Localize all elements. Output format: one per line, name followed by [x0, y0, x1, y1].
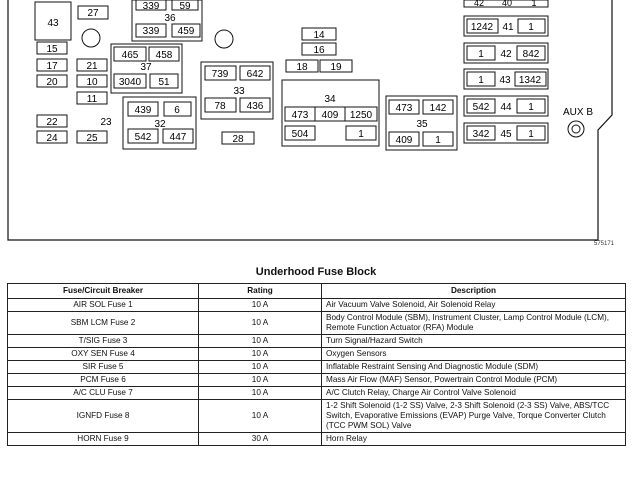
fuse-label: 542: [472, 102, 490, 113]
fuse-label: 59: [179, 1, 191, 12]
description-cell: Turn Signal/Hazard Switch: [322, 335, 626, 348]
description-cell: 1-2 Shift Solenoid (1-2 SS) Valve, 2-3 Shift Solenoid (2-3 SS) Valve, ABS/TCC Switch, Evaporative Emissions (EVAP) Purge Valve, Torque Converter Clutch (TCC PWM SOL) Valve: [322, 400, 626, 433]
rating-cell: 10 A: [199, 299, 322, 312]
block-number: 35: [416, 119, 428, 130]
rating-cell: 30 A: [199, 433, 322, 446]
fuse-label: 10: [86, 77, 98, 88]
fuse-label: 27: [87, 8, 99, 19]
relay-number: 42: [500, 49, 512, 60]
aux-b-label: AUX B: [562, 107, 594, 118]
table-row: [8, 374, 626, 387]
fuse-cell: PCM Fuse 6: [8, 374, 199, 387]
fuse-label: 1: [528, 102, 534, 113]
fuse-label: 473: [395, 103, 413, 114]
fuse-label: 3040: [118, 77, 142, 88]
fuse-label: 439: [134, 105, 152, 116]
fuse-label: 842: [522, 49, 540, 60]
fuse-label: 542: [134, 132, 152, 143]
fuse-cell: SIR Fuse 5: [8, 361, 199, 374]
fuse-label: 23: [100, 117, 112, 128]
fuse-label: 459: [177, 26, 195, 37]
fuse-label: 11: [86, 94, 98, 105]
fuse-label: 42: [473, 0, 485, 8]
fuse-label: 21: [86, 61, 98, 72]
relay-number: 44: [500, 102, 512, 113]
figure-id: 575171: [594, 241, 615, 247]
relay-number: 45: [500, 129, 512, 140]
fuse-label: 14: [313, 30, 325, 41]
description-cell: Horn Relay: [322, 433, 626, 446]
table-row: [8, 299, 626, 312]
table-title: Underhood Fuse Block: [255, 266, 377, 278]
fuse-label: 51: [158, 77, 170, 88]
description-cell: A/C Clutch Relay, Charge Air Control Valve Solenoid: [322, 387, 626, 400]
fuse-label: 342: [472, 129, 490, 140]
fuse-label: 1: [435, 135, 441, 146]
fuse-cell: AIR SOL Fuse 1: [8, 299, 199, 312]
fuse-cell: SBM LCM Fuse 2: [8, 312, 199, 335]
fuse-label: 642: [246, 69, 264, 80]
relay-number: 41: [502, 22, 514, 33]
fuse-label: 1: [528, 22, 534, 33]
block-number: 36: [164, 13, 176, 24]
fuse-label: 1242: [470, 22, 494, 33]
fuse-label: 447: [169, 132, 187, 143]
fuse-label: 22: [46, 117, 58, 128]
table-row: [8, 335, 626, 348]
description-cell: Mass Air Flow (MAF) Sensor, Powertrain Control Module (PCM): [322, 374, 626, 387]
fuse-label: 1: [358, 129, 364, 140]
fuse-label: 15: [46, 44, 58, 55]
fuse-label: 409: [395, 135, 413, 146]
rating-cell: 10 A: [199, 387, 322, 400]
header-rating: Rating: [199, 284, 322, 299]
fuse-cell: T/SIG Fuse 3: [8, 335, 199, 348]
table-row: [8, 387, 626, 400]
fuse-label: 1: [478, 49, 484, 60]
fuse-label: 739: [211, 69, 229, 80]
fuse-cell: IGNFD Fuse 8: [8, 400, 199, 433]
table-row: [8, 433, 626, 446]
fuse-label: 339: [142, 1, 160, 12]
header-fuse: Fuse/Circuit Breaker: [8, 284, 199, 299]
table-header-row: [8, 284, 626, 299]
fuse-label: 1342: [518, 75, 542, 86]
description-cell: Body Control Module (SBM), Instrument Cluster, Lamp Control Module (LCM), Remote Function Actuator (RFA) Module: [322, 312, 626, 335]
rating-cell: 10 A: [199, 361, 322, 374]
fuse-label: 17: [46, 61, 58, 72]
block-number: 32: [154, 119, 166, 130]
mounting-hole-icon: [82, 29, 100, 47]
rating-cell: 10 A: [199, 312, 322, 335]
relay-number: 40: [501, 0, 513, 8]
header-description: Description: [322, 284, 626, 299]
block-number: 37: [140, 62, 152, 73]
fuse-label: 20: [46, 77, 58, 88]
table-row: [8, 312, 626, 335]
fuse-label: 6: [174, 105, 180, 116]
description-cell: Inflatable Restraint Sensing And Diagnostic Module (SDM): [322, 361, 626, 374]
fuse-label: 1: [528, 129, 534, 140]
fuse-label: 16: [313, 45, 325, 56]
mounting-hole-icon: [215, 30, 233, 48]
fuse-label: 1: [478, 75, 484, 86]
rating-cell: 10 A: [199, 374, 322, 387]
table-row: [8, 348, 626, 361]
block-number: 33: [233, 86, 245, 97]
block-number: 34: [324, 94, 336, 105]
description-cell: Air Vacuum Valve Solenoid, Air Solenoid Relay: [322, 299, 626, 312]
fuse-label: 24: [46, 133, 58, 144]
fuse-cell: OXY SEN Fuse 4: [8, 348, 199, 361]
fuse-label: 339: [142, 26, 160, 37]
fuse-table: [7, 283, 626, 446]
fuse-label: 458: [155, 50, 173, 61]
rating-cell: 10 A: [199, 400, 322, 433]
table-row: [8, 361, 626, 374]
fuse-label: 1250: [349, 110, 373, 121]
fuse-label: 465: [121, 50, 139, 61]
fuse-label: 409: [321, 110, 339, 121]
fuse-label: 1: [531, 0, 537, 8]
fuse-label: 504: [291, 129, 309, 140]
fuse-label: 28: [232, 134, 244, 145]
rating-cell: 10 A: [199, 348, 322, 361]
fuse-label: 78: [214, 101, 226, 112]
table-row: [8, 400, 626, 433]
fuse-label: 142: [429, 103, 447, 114]
fuse-label: 43: [47, 18, 59, 29]
fuse-label: 25: [86, 133, 98, 144]
description-cell: Oxygen Sensors: [322, 348, 626, 361]
fuse-label: 18: [296, 62, 308, 73]
fuse-label: 473: [291, 110, 309, 121]
rating-cell: 10 A: [199, 335, 322, 348]
fuse-label: 19: [330, 62, 342, 73]
fuse-cell: A/C CLU Fuse 7: [8, 387, 199, 400]
relay-number: 43: [499, 75, 511, 86]
fuse-cell: HORN Fuse 9: [8, 433, 199, 446]
aux-b-stud-icon: [568, 121, 584, 137]
fuse-label: 436: [246, 101, 264, 112]
